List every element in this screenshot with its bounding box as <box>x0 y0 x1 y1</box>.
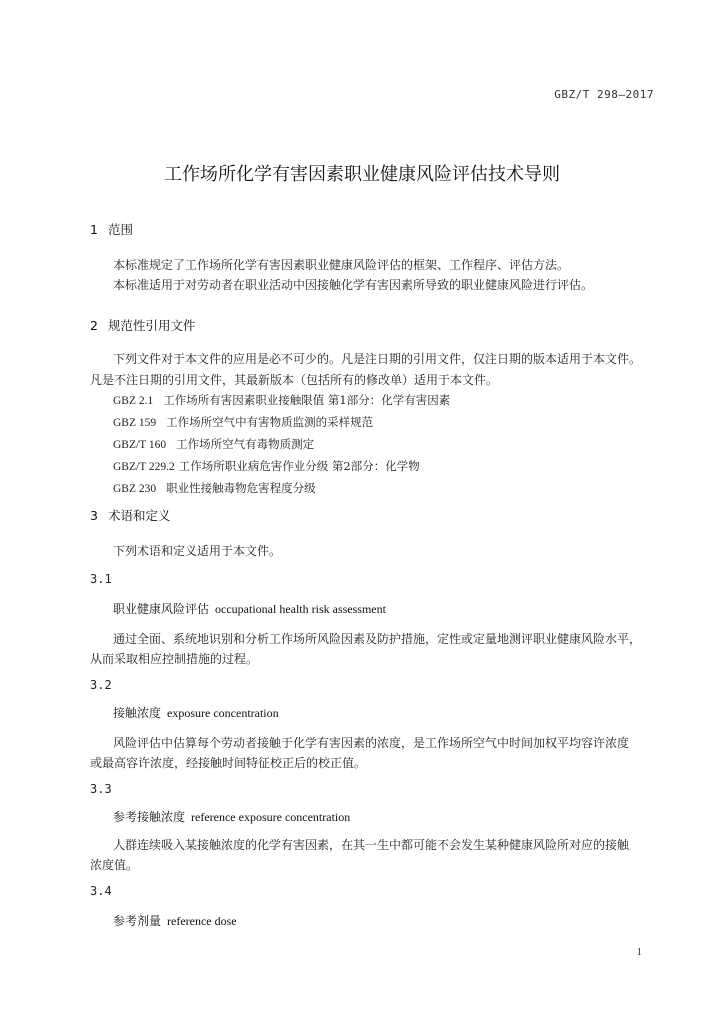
reference-item <box>113 414 373 430</box>
term-definition-continuation: 浓度值。 <box>90 858 139 872</box>
paragraph: 下列文件对于本文件的应用是必不可少的。凡是注日期的引用文件，仅注日期的版本适用于本文件。 <box>113 352 642 366</box>
paragraph: 本标准规定了工作场所化学有害因素职业健康风险评估的框架、工作程序、评估方法。 <box>113 258 570 272</box>
term-definition: 通过全面、系统地识别和分析工作场所风险因素及防护措施，定性或定量地测评职业健康风险水平， <box>113 632 642 646</box>
term-chinese: 接触浓度 <box>113 706 162 720</box>
reference-title: 工作场所职业病危害作业分级 第2部分：化学物 <box>178 459 420 473</box>
section-number: 3 <box>90 508 98 523</box>
term-entry <box>113 808 350 825</box>
reference-title: 工作场所空气中有害物质监测的采样规范 <box>166 415 374 429</box>
section-title: 规范性引用文件 <box>108 318 196 333</box>
subsection-number: 3.1 <box>90 572 112 586</box>
document-title: 工作场所化学有害因素职业健康风险评估技术导则 <box>164 164 560 185</box>
section-heading-1 <box>90 220 133 238</box>
reference-item <box>113 480 316 496</box>
section-number: 1 <box>90 222 98 237</box>
section-heading-3 <box>90 506 171 524</box>
term-entry <box>113 600 386 617</box>
subsection-number: 3.3 <box>90 782 112 796</box>
section-number: 2 <box>90 318 98 333</box>
document-id: GBZ/T 298—2017 <box>554 88 654 101</box>
reference-item <box>113 458 420 474</box>
term-definition-continuation: 从而采取相应控制措施的过程。 <box>90 652 259 666</box>
reference-code: GBZ 230 <box>113 483 157 495</box>
reference-code: GBZ/T 229.2 <box>113 461 175 473</box>
reference-code: GBZ 159 <box>113 417 157 429</box>
paragraph: 下列术语和定义适用于本文件。 <box>113 544 282 558</box>
term-definition: 风险评估中估算每个劳动者接触于化学有害因素的浓度，是工作场所空气中时间加权平均容许浓度 <box>113 736 630 750</box>
term-entry <box>113 912 237 929</box>
term-chinese: 职业健康风险评估 <box>113 602 210 616</box>
paragraph-continuation: 凡是不注日期的引用文件，其最新版本（包括所有的修改单）适用于本文件。 <box>90 373 499 387</box>
term-english: occupational health risk assessment <box>215 602 386 616</box>
page-number: 1 <box>636 946 642 958</box>
section-title: 范围 <box>108 222 134 237</box>
section-title: 术语和定义 <box>108 508 171 523</box>
term-definition-continuation: 或最高容许浓度，经接触时间特征校正后的校正值。 <box>90 756 367 770</box>
reference-item <box>113 392 450 408</box>
term-chinese: 参考接触浓度 <box>113 810 186 824</box>
reference-item <box>113 436 314 452</box>
paragraph: 本标准适用于对劳动者在职业活动中因接触化学有害因素所导致的职业健康风险进行评估。 <box>113 278 594 292</box>
term-english: reference exposure concentration <box>191 810 351 824</box>
section-heading-2 <box>90 316 196 334</box>
term-english: exposure concentration <box>167 706 279 720</box>
reference-title: 工作场所有害因素职业接触限值 第1部分：化学有害因素 <box>163 393 451 407</box>
subsection-number: 3.2 <box>90 678 112 692</box>
reference-title: 职业性接触毒物危害程度分级 <box>166 481 316 495</box>
reference-title: 工作场所空气有毒物质测定 <box>176 437 315 451</box>
term-definition: 人群连续吸入某接触浓度的化学有害因素，在其一生中都可能不会发生某种健康风险所对应的接触 <box>113 838 630 852</box>
reference-code: GBZ 2.1 <box>113 395 154 407</box>
term-english: reference dose <box>167 914 237 928</box>
reference-code: GBZ/T 160 <box>113 439 167 451</box>
term-chinese: 参考剂量 <box>113 914 162 928</box>
subsection-number: 3.4 <box>90 884 112 898</box>
term-entry <box>113 704 279 721</box>
